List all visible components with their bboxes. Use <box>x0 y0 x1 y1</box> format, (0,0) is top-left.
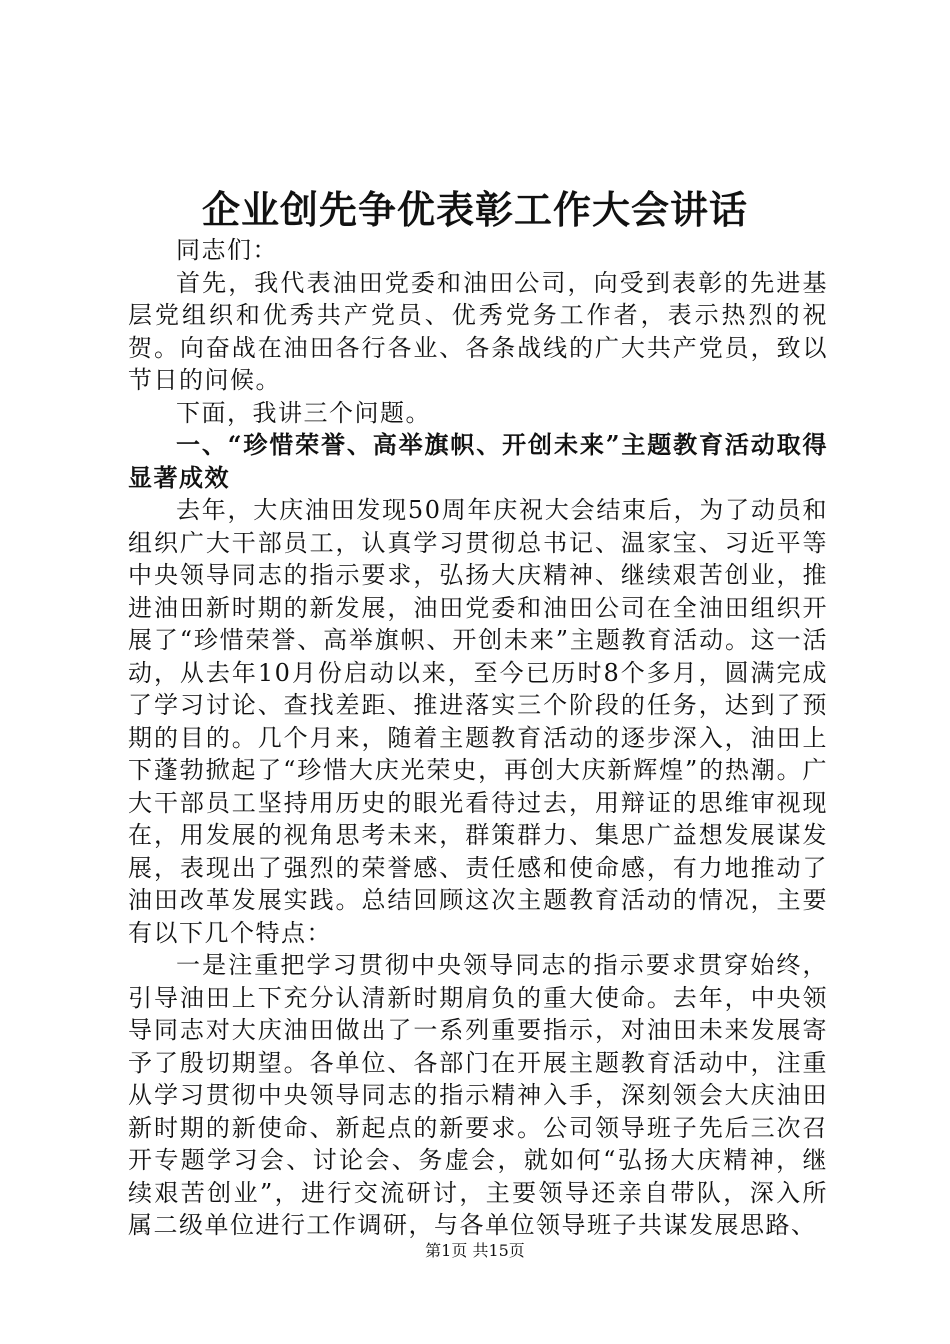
document-body <box>128 234 828 1242</box>
section-heading: 一、“珍惜荣誉、高举旗帜、开创未来”主题教育活动取得显著成效 <box>128 430 828 492</box>
salutation-paragraph: 同志们： <box>176 236 278 264</box>
page-number-footer: 第1页 共15页 <box>425 1241 525 1260</box>
document-title: 企业创先争优表彰工作大会讲话 <box>201 187 748 232</box>
outline-paragraph: 下面，我讲三个问题。 <box>176 398 431 427</box>
body-paragraph: 一是注重把学习贯彻中央领导同志的指示要求贯穿始终，引导油田上下充分认清新时期肩负的重大使命。去年，中央领导同志对大庆油田做出了一系列重要指示，对油田未来发展寄予了殷切期望。各单位、各部门在开展主题教育活动中，注重从学习贯彻中央领导同志的指示精神入手，深刻领会大庆油田新时期的新使命、新起点的新要求。公司领导班子先后三次召开专题学习会、讨论会、务虚会，就如何“弘扬大庆精神，继续艰苦创业”，进行交流研讨，主要领导还亲自带队，深入所属二级单位进行工作调研，与各单位领导班子共谋发展思路、 <box>128 951 828 1239</box>
congratulation-paragraph: 首先，我代表油田党委和油田公司，向受到表彰的先进基层党组织和优秀共产党员、优秀党务工作者，表示热烈的祝贺。向奋战在油田各行各业、各条战线的广大共产党员，致以节日的问候。 <box>128 268 828 394</box>
body-paragraph: 去年，大庆油田发现50周年庆祝大会结束后，为了动员和组织广大干部员工，认真学习贯彻总书记、温家宝、习近平等中央领导同志的指示要求，弘扬大庆精神、继续艰苦创业，推进油田新时期的新发展，油田党委和油田公司在全油田组织开展了“珍惜荣誉、高举旗帜、开创未来”主题教育活动。这一活动，从去年10月份启动以来，至今已历时8个多月，圆满完成了学习讨论、查找差距、推进落实三个阶段的任务，达到了预期的目的。几个月来，随着主题教育活动的逐步深入，油田上下蓬勃掀起了“珍惜大庆光荣史，再创大庆新辉煌”的热潮。广大干部员工坚持用历史的眼光看待过去，用辩证的思维审视现在，用发展的视角思考未来，群策群力、集思广益想发展谋发展，表现出了强烈的荣誉感、责任感和使命感，有力地推动了油田改革发展实践。总结回顾这次主题教育活动的情况，主要有以下几个特点： <box>128 496 828 947</box>
